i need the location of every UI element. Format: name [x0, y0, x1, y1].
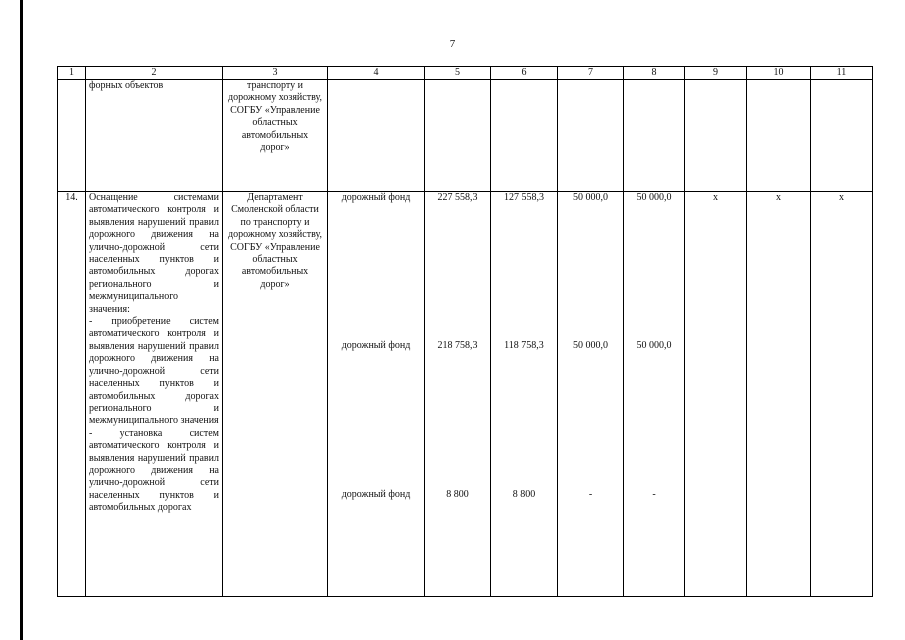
col7-install: - [588, 489, 593, 500]
fund-source-install: дорожный фонд [341, 489, 411, 500]
col5-install: 8 800 [446, 489, 469, 500]
col-header-11: 11 [811, 67, 873, 80]
col-header-8: 8 [624, 67, 685, 80]
col7-purchase: 50 000,0 [573, 340, 608, 351]
fund-source-total: дорожный фонд [341, 192, 411, 203]
col6-total: 127 558,3 [504, 192, 544, 203]
cont-cell-10 [747, 80, 811, 192]
cont-cell-5 [425, 80, 491, 192]
col-header-3: 3 [223, 67, 328, 80]
col6-install: 8 800 [512, 489, 536, 500]
fund-source-purchase: дорожный фонд [341, 340, 411, 351]
measure-main: Оснащение системами автоматического контроля и выявления нарушений правил дорожного движения на улично-дорожной сети населенных пунктов и автомобильных дорогах регионального и межмуниципального значения: [89, 192, 219, 315]
col7-cell [558, 192, 624, 597]
col5-purchase: 218 758,3 [437, 340, 478, 351]
col-header-10: 10 [747, 67, 811, 80]
col-header-7: 7 [558, 67, 624, 80]
fund-source-cell [328, 192, 425, 597]
cont-cell-8 [624, 80, 685, 192]
cont-cell-7 [558, 80, 624, 192]
col9-cell [685, 192, 747, 597]
col-header-5: 5 [425, 67, 491, 80]
header-row [58, 67, 873, 80]
col10-cell [747, 192, 811, 597]
measure-description [86, 192, 223, 597]
measure-sub-purchase: - приобретение систем автоматического контроля и выявления нарушений правил дорожного движения на улично-дорожной сети населенных пунктов и автомобильных дорогах регионального и межмуниципального значения [89, 316, 219, 427]
col8-install: - [652, 489, 656, 500]
cont-cell-1 [58, 80, 86, 192]
row-number: 14. [58, 192, 86, 597]
col7-total: 50 000,0 [573, 192, 608, 203]
table-row-continuation [58, 80, 873, 192]
col10-total: х [776, 192, 781, 203]
col-header-1: 1 [58, 67, 86, 80]
col6-cell [491, 192, 558, 597]
col-header-9: 9 [685, 67, 747, 80]
col-header-4: 4 [328, 67, 425, 80]
table-row-14 [58, 192, 873, 597]
cont-cell-3: транспорту и дорожному хозяйству, СОГБУ «Управление областных автомобильных дорог» [223, 80, 328, 192]
budget-table [57, 66, 873, 597]
col6-purchase: 118 758,3 [504, 340, 544, 351]
col9-total: х [713, 192, 718, 203]
col5-total: 227 558,3 [437, 192, 478, 203]
col-header-2: 2 [86, 67, 223, 80]
cont-cell-2: форных объектов [86, 80, 223, 192]
executor-cell: Департамент Смоленской области по транспорту и дорожному хозяйству, СОГБУ «Управление областных автомобильных дорог» [223, 192, 328, 597]
binding-line [20, 0, 23, 640]
col8-total: 50 000,0 [636, 192, 672, 203]
col11-cell [811, 192, 873, 597]
cont-cell-4 [328, 80, 425, 192]
cont-cell-11 [811, 80, 873, 192]
col8-purchase: 50 000,0 [636, 340, 672, 351]
col8-cell [624, 192, 685, 597]
col11-total: х [839, 192, 844, 203]
budget-table-sheet [57, 66, 872, 597]
cont-cell-6 [491, 80, 558, 192]
col5-cell [425, 192, 491, 597]
col-header-6: 6 [491, 67, 558, 80]
page-number: 7 [449, 38, 456, 50]
measure-sub-install: - установка систем автоматического контроля и выявления нарушений правил дорожного движения на улично-дорожной сети населенных пунктов и автомобильных дорогах [89, 427, 219, 514]
cont-cell-9 [685, 80, 747, 192]
